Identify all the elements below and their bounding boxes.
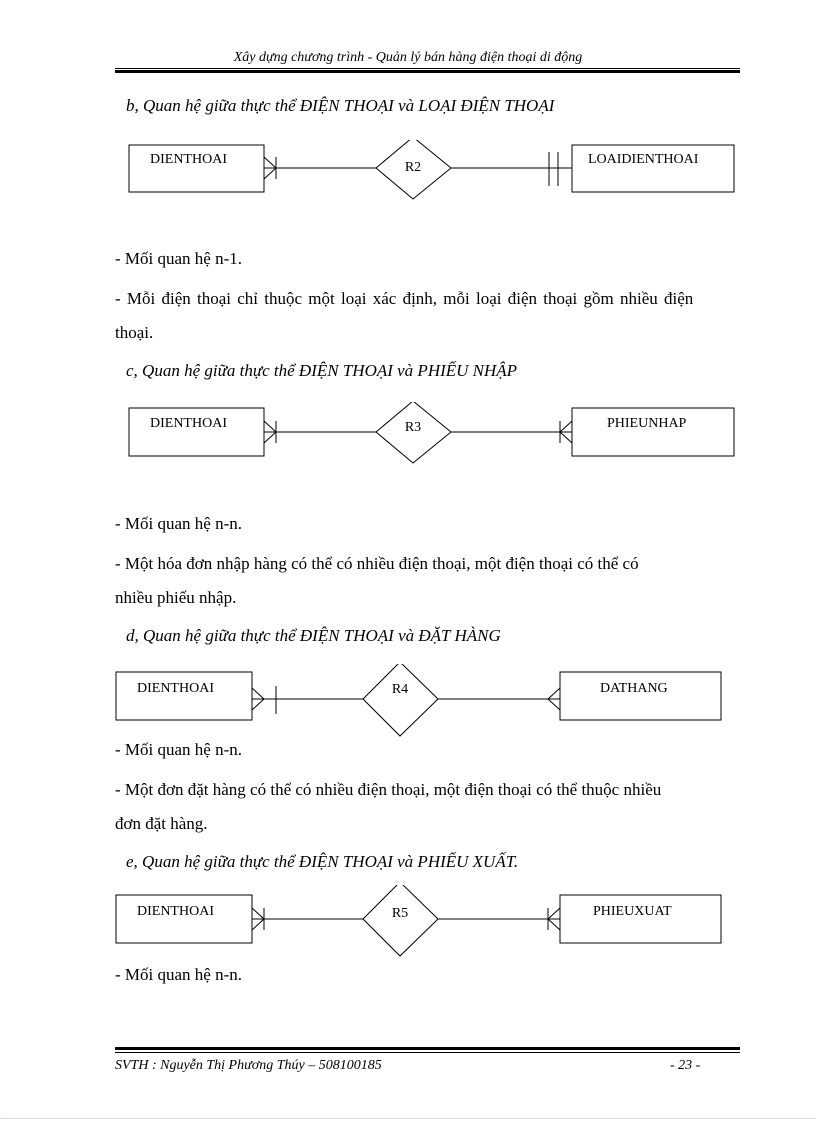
entity-label-dienthoai: DIENTHOAI xyxy=(150,416,227,431)
crowfoot-many-upper xyxy=(252,688,264,699)
crowfoot-many-upper xyxy=(548,688,560,699)
entity-label-loaidienthoai: LOAIDIENTHOAI xyxy=(588,152,699,167)
entity-box-dienthoai xyxy=(116,895,252,943)
crowfoot-many-upper xyxy=(264,157,276,168)
entity-label-dathang: DATHANG xyxy=(600,681,668,696)
crowfoot-many-upper xyxy=(264,421,276,432)
relationship-label: R5 xyxy=(391,906,409,921)
er-diagram-r4 xyxy=(0,664,816,740)
relationship-diamond xyxy=(363,664,438,736)
entity-label-dienthoai: DIENTHOAI xyxy=(150,152,227,167)
footer-student-info: SVTH : Nguyễn Thị Phương Thúy – 508100185 xyxy=(115,1058,382,1073)
section-d-description-line2: đơn đặt hàng. xyxy=(115,814,208,833)
entity-box-dathang xyxy=(560,672,721,720)
page-bottom-border xyxy=(0,1118,816,1119)
section-c-description-line1: - Một hóa đơn nhập hàng có thể có nhiều điện thoại, một điện thoại có thể có xyxy=(115,554,639,573)
crowfoot-many-lower xyxy=(252,699,264,710)
section-c-relation-type: - Mối quan hệ n-n. xyxy=(115,514,243,533)
entity-label-dienthoai: DIENTHOAI xyxy=(137,681,214,696)
entity-label-phieunhap: PHIEUNHAP xyxy=(607,416,687,431)
footer-rule-thin xyxy=(115,1052,740,1053)
relationship-label: R3 xyxy=(404,420,422,435)
entity-label-phieuxuat: PHIEUXUAT xyxy=(593,904,672,919)
crowfoot-many-lower xyxy=(548,919,560,930)
relationship-label: R2 xyxy=(404,160,422,175)
header-rule-thin xyxy=(115,68,740,69)
crowfoot-many-upper xyxy=(252,908,264,919)
section-d-heading: d, Quan hệ giữa thực thể ĐIỆN THOẠI và ĐẶT HÀNG xyxy=(126,626,501,645)
entity-box-dienthoai xyxy=(116,672,252,720)
crowfoot-many-upper xyxy=(548,908,560,919)
crowfoot-many-lower xyxy=(264,168,276,179)
section-e-relation-type: - Mối quan hệ n-n. xyxy=(115,965,243,984)
er-diagram-r5 xyxy=(0,885,816,961)
er-diagram-r2 xyxy=(0,140,816,210)
relationship-label: R4 xyxy=(391,682,409,697)
header-rule-thick xyxy=(115,70,740,73)
footer-page-number: - 23 - xyxy=(670,1058,701,1073)
section-e-heading: e, Quan hệ giữa thực thể ĐIỆN THOẠI và PHIẾU XUẤT. xyxy=(126,852,519,871)
section-b-description-line1: - Mỗi điện thoại chỉ thuộc một loại xác định, mỗi loại điện thoại gồm nhiều điện xyxy=(115,289,694,308)
page-header-title: Xây dựng chương trình - Quản lý bán hàng điện thoại di động xyxy=(233,50,583,65)
section-d-description-line1: - Một đơn đặt hàng có thể có nhiều điện thoại, một điện thoại có thể thuộc nhiều xyxy=(115,780,662,799)
section-c-heading: c, Quan hệ giữa thực thể ĐIỆN THOẠI và PHIẾU NHẬP xyxy=(126,361,518,380)
footer-rule-thick xyxy=(115,1047,740,1050)
section-c-description-line2: nhiều phiếu nhập. xyxy=(115,588,237,607)
section-d-relation-type: - Mối quan hệ n-n. xyxy=(115,740,243,759)
section-b-description-line2: thoại. xyxy=(115,323,154,342)
crowfoot-many-lower xyxy=(548,699,560,710)
crowfoot-many-lower xyxy=(252,919,264,930)
entity-label-dienthoai: DIENTHOAI xyxy=(137,904,214,919)
er-diagram-r3 xyxy=(0,402,816,472)
section-b-relation-type: - Mối quan hệ n-1. xyxy=(115,249,243,268)
crowfoot-many-lower xyxy=(264,432,276,443)
section-b-heading: b, Quan hệ giữa thực thể ĐIỆN THOẠI và LOẠI ĐIỆN THOẠI xyxy=(126,96,555,115)
crowfoot-many-lower xyxy=(560,432,572,443)
crowfoot-many-upper xyxy=(560,421,572,432)
entity-box-phieuxuat xyxy=(560,895,721,943)
